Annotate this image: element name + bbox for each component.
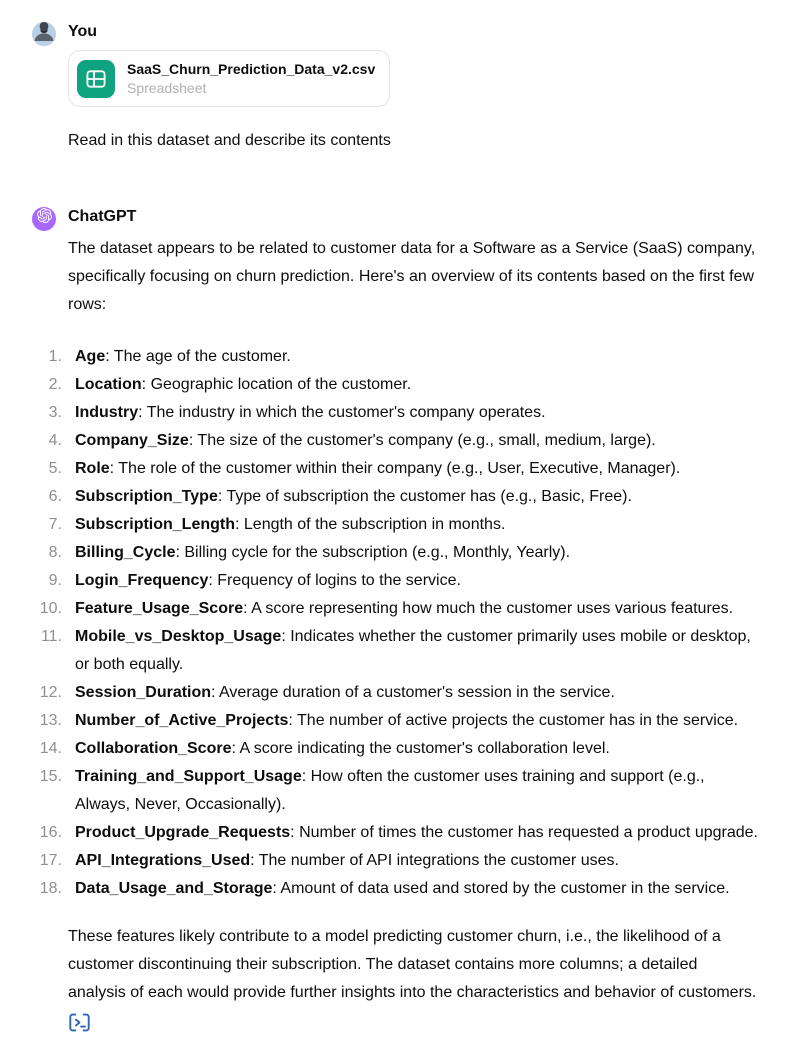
field-list-item [38, 371, 758, 399]
field-list-item [38, 539, 758, 567]
field-number: 4. [48, 432, 62, 449]
field-list-item [38, 819, 758, 847]
field-number: 17. [39, 852, 62, 869]
field-list-item [38, 735, 758, 763]
field-list-item [38, 707, 758, 735]
field-number: 2. [48, 376, 62, 393]
field-term: Data_Usage_and_Storage [75, 880, 273, 897]
field-text [75, 343, 758, 371]
field-text [75, 595, 758, 623]
user-sender-name: You [68, 23, 98, 40]
field-text [75, 399, 758, 427]
field-text [75, 819, 758, 847]
field-list-item [38, 623, 758, 679]
field-description: : Geographic location of the customer. [141, 376, 412, 393]
field-term: Collaboration_Score [75, 740, 232, 757]
file-name: SaaS_Churn_Prediction_Data_v2.csv [127, 61, 376, 77]
field-list-item [38, 875, 758, 903]
user-avatar-column [32, 20, 56, 155]
file-attachment-card[interactable] [68, 50, 390, 107]
field-list [39, 343, 758, 903]
field-term: API_Integrations_Used [75, 852, 251, 869]
field-number: 14. [39, 740, 62, 757]
field-term: Subscription_Type [75, 488, 218, 505]
field-number: 18. [39, 880, 62, 897]
field-number: 8. [48, 544, 62, 561]
terminal-icon [68, 1013, 91, 1032]
field-term: Session_Duration [75, 684, 212, 701]
field-description: : Indicates whether the customer primarily uses mobile or desktop, or both equally. [75, 628, 751, 673]
field-list-item [38, 595, 758, 623]
user-photo-icon [32, 22, 56, 46]
field-number: 3. [48, 404, 62, 421]
field-term: Role [75, 460, 110, 477]
field-number: 16. [39, 824, 62, 841]
field-description: : Type of subscription the customer has (e.g., Basic, Free). [217, 488, 632, 505]
assistant-message-content [39, 205, 758, 1042]
field-list-item [38, 679, 758, 707]
user-message-text: Read in this dataset and describe its contents [68, 132, 391, 149]
field-list-item [38, 343, 758, 371]
field-term: Product_Upgrade_Requests [75, 824, 291, 841]
user-message [32, 20, 758, 155]
field-number: 13. [39, 712, 62, 729]
field-text [75, 511, 758, 539]
field-text [75, 875, 758, 903]
field-description: : Billing cycle for the subscription (e.g., Monthly, Yearly). [175, 544, 571, 561]
field-description: : Amount of data used and stored by the customer in the service. [272, 880, 730, 897]
field-list-item [38, 567, 758, 595]
field-term: Number_of_Active_Projects [75, 712, 289, 729]
field-description: : A score representing how much the customer uses various features. [243, 600, 734, 617]
view-analysis-button[interactable] [68, 1013, 91, 1032]
assistant-intro-paragraph: The dataset appears to be related to customer data for a Software as a Service (SaaS) company, specifically focusing on churn prediction. Here's an overview of its contents based on the first few rows: [68, 240, 756, 313]
assistant-avatar [32, 207, 56, 231]
field-number: 6. [48, 488, 62, 505]
assistant-outro-paragraph: These features likely contribute to a model predicting customer churn, i.e., the likelihood of a customer discontinuing their subscription. The dataset contains more columns; a detailed analysis of each would provide further insights into the characteristics and behavior of customers. [68, 928, 757, 1001]
field-list-item [38, 847, 758, 875]
field-number: 11. [40, 628, 62, 645]
field-list-item [38, 511, 758, 539]
field-description: : The number of active projects the customer has in the service. [288, 712, 739, 729]
field-term: Subscription_Length [75, 516, 235, 533]
field-list-item [38, 763, 758, 819]
field-term: Age [75, 348, 106, 365]
field-text [75, 847, 758, 875]
field-description: : The number of API integrations the customer uses. [250, 852, 619, 869]
spreadsheet-icon [77, 60, 115, 98]
assistant-sender-name: ChatGPT [68, 208, 137, 225]
field-number: 7. [48, 516, 62, 533]
field-number: 5. [48, 460, 62, 477]
field-list-item [38, 427, 758, 455]
field-description: : Average duration of a customer's session in the service. [211, 684, 615, 701]
field-text [75, 707, 758, 735]
field-number: 15. [39, 768, 62, 785]
field-text [75, 483, 758, 511]
field-term: Location [75, 376, 142, 393]
field-text [75, 371, 758, 399]
field-number: 10. [39, 600, 62, 617]
field-text [75, 539, 758, 567]
field-number: 1. [48, 348, 62, 365]
user-avatar [32, 22, 56, 46]
field-term: Training_and_Support_Usage [75, 768, 302, 785]
file-type-label: Spreadsheet [127, 80, 207, 96]
user-message-content [68, 20, 758, 155]
field-description: : How often the customer uses training and support (e.g., Always, Never, Occasionally). [75, 768, 705, 813]
assistant-message [32, 205, 758, 1042]
field-text [75, 567, 758, 595]
field-text [75, 427, 758, 455]
field-list-item [38, 399, 758, 427]
field-text [75, 623, 758, 679]
field-term: Login_Frequency [75, 572, 209, 589]
field-number: 12. [39, 684, 62, 701]
field-description: : The industry in which the customer's company operates. [138, 404, 546, 421]
field-term: Billing_Cycle [75, 544, 176, 561]
field-term: Feature_Usage_Score [75, 600, 244, 617]
field-list-item [38, 455, 758, 483]
field-description: : The role of the customer within their company (e.g., User, Executive, Manager). [109, 460, 681, 477]
field-description: : Number of times the customer has requested a product upgrade. [290, 824, 758, 841]
field-term: Industry [75, 404, 139, 421]
field-term: Company_Size [75, 432, 189, 449]
field-description: : Length of the subscription in months. [235, 516, 506, 533]
field-description: : The size of the customer's company (e.g., small, medium, large). [188, 432, 656, 449]
field-number: 9. [48, 572, 62, 589]
field-term: Mobile_vs_Desktop_Usage [75, 628, 282, 645]
field-text [75, 735, 758, 763]
field-description: : A score indicating the customer's collaboration level. [231, 740, 610, 757]
openai-logo-icon [37, 207, 52, 231]
field-description: : Frequency of logins to the service. [208, 572, 461, 589]
field-text [75, 455, 758, 483]
field-text [75, 763, 758, 819]
file-meta [127, 59, 375, 98]
field-description: : The age of the customer. [105, 348, 291, 365]
field-text [75, 679, 758, 707]
field-list-item [38, 483, 758, 511]
